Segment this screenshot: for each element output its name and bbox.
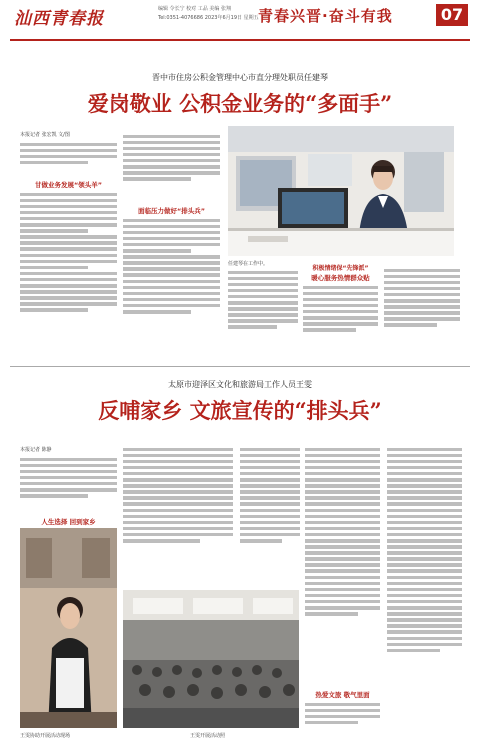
article1-col3-text (228, 268, 298, 360)
speaker-illustration (20, 528, 117, 728)
article1-subhead-3: 暖心服务热情群众贴 (311, 274, 370, 282)
article1-subhead-1: 甘做业务发展“领头羊” (34, 181, 103, 189)
article2-caption-left: 王雯协助开展活动现场 (20, 733, 71, 739)
masthead-meta-line1: 编辑 令长宁 校对 工品 美编 张翔 (158, 6, 231, 12)
masthead (0, 0, 480, 40)
article1-col1-text-a (20, 140, 117, 172)
article2-caption-right: 王雯开展活动照 (190, 733, 226, 739)
article1-headline: 爱岗敬业 公积金业务的“多面手” (87, 91, 393, 116)
article2-col2-text (123, 445, 233, 585)
article2-col3-text (240, 445, 300, 585)
article2-col1-text-a (20, 455, 117, 513)
article2-col4-text (305, 445, 380, 685)
article1-photo (228, 126, 454, 256)
article2-photo-right (123, 590, 299, 728)
article1-col5-text (384, 266, 460, 360)
article2-kicker: 太原市迎泽区文化和旅游局工作人员王雯 (168, 380, 312, 389)
article1-byline: 本报记者 张宏凯 文/图 (20, 132, 70, 138)
service-counter-illustration (228, 126, 454, 256)
article2-col4-text-b (305, 700, 380, 734)
masthead-meta-line2: Tel:0351-4076686 2023年6月19日 星期五 (158, 15, 259, 21)
article2-subhead-1: 人生选择 回到家乡 (41, 518, 96, 526)
article1-col2-text-a (123, 132, 220, 200)
article1-subhead-2: 面临压力做好“排头兵” (137, 207, 206, 215)
article1-subhead-4: 积极情绪保“先锋派” (312, 265, 369, 272)
article1-photo-caption: 任建琴在工作中。 (228, 261, 269, 267)
article-divider (10, 366, 470, 367)
article2-photo-left (20, 528, 117, 728)
conference-hall-illustration (123, 590, 299, 728)
article1-col4-text (303, 283, 378, 360)
article2-byline: 本报记者 陈静 (20, 447, 52, 453)
article2-headline: 反哺家乡 文旅宣传的“排头兵” (98, 398, 382, 423)
article2-col5-text (387, 445, 462, 735)
article2-subhead-2: 热爱文旅 敬气里面 (315, 691, 370, 699)
section-title: 青春兴晋·奋斗有我 (258, 7, 393, 25)
article1-kicker: 晋中市住房公积金管理中心市直分理处职员任建琴 (152, 73, 328, 82)
page-number-badge: 07 (436, 4, 468, 26)
newspaper-logo: 汕西青春报 (14, 9, 104, 29)
article1-col1-text-b (20, 190, 117, 360)
article1-col2-text-b (123, 216, 220, 360)
masthead-rule (10, 39, 470, 41)
